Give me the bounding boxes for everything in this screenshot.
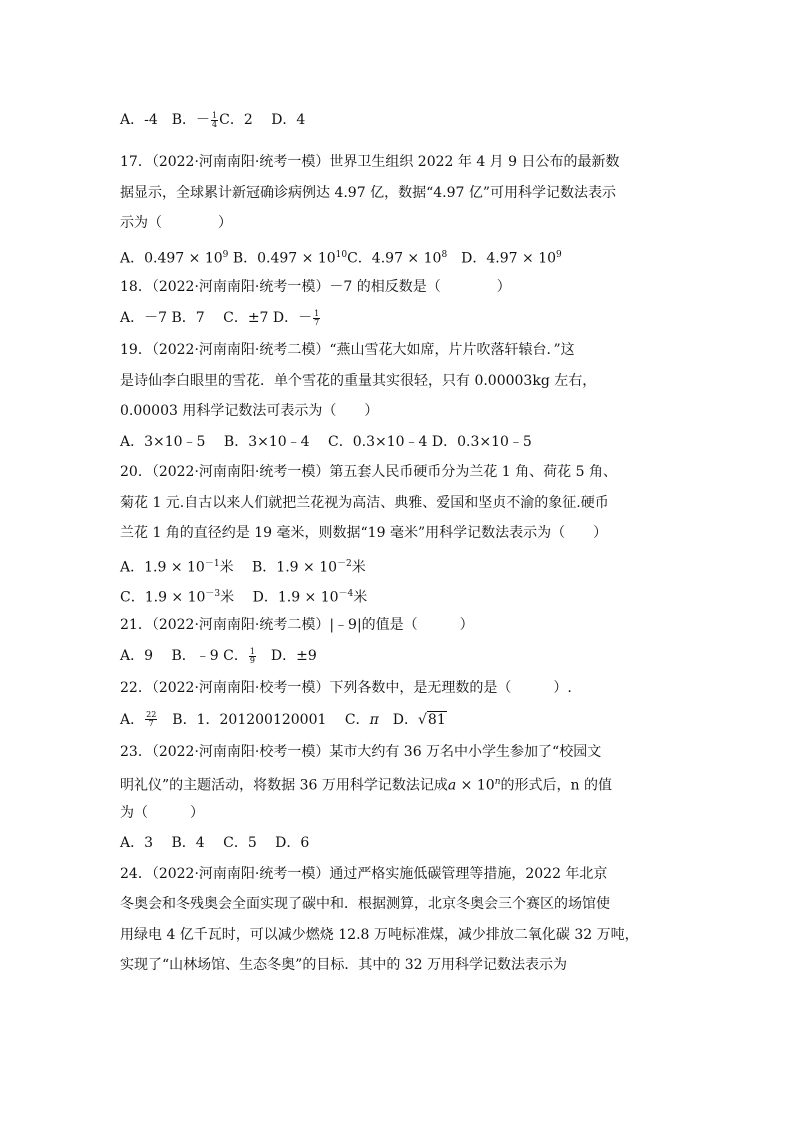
q20-line-3: 兰花 1 角的直径约是 19 毫米，则数据“19 毫米”用科学记数法表示为（ ） xyxy=(120,525,608,541)
q17-line-3: 示为（ ） xyxy=(120,215,232,231)
q24-line-2: 冬奥会和冬残奥会全面实现了碳中和．根据测算，北京冬奥会三个赛区的场馆使 xyxy=(120,896,610,912)
fraction: $\frac{1}{7}$ xyxy=(314,308,320,327)
q24-line-1: 24．（2022·河南南阳·统考一模）通过严格实施低碳管理等措施，2022 年北京 xyxy=(120,865,608,882)
q19-line-1: 19．（2022·河南南阳·统考二模）“燕山雪花大如席，片片吹落轩辕台．”这 xyxy=(120,342,575,358)
q21-line-1: 21．（2022·河南南阳·统考二模）|﹣9|的值是（ ） xyxy=(120,616,474,633)
q24-line-3: 用绿电 4 亿千瓦时，可以减少燃烧 12.8 万吨标准煤，减少排放二氧化碳 32 万吨， xyxy=(120,926,639,943)
q20-options-ab: A．$1.9 \times 10^{-1}$米 B．$1.9 \times 10^{-2}$米 xyxy=(120,558,366,576)
q23-line-3: 为（ ） xyxy=(120,804,204,821)
q20-line-1: 20．（2022·河南南阳·统考一模）第五套人民币硬币分为兰花 1 角、荷花 5 角、 xyxy=(120,464,617,480)
q17-line-1: 17．（2022·河南南阳·统考一模）世界卫生组织 2022 年 4 月 9 日公布的最新数 xyxy=(120,154,620,170)
q21-options: A．9 B．﹣9 C． $\frac{1}{9}$ D．±9 xyxy=(120,646,317,665)
q22-options: A． $\frac{22}{7}$ B．1．201200120001 C．π D．√81 xyxy=(120,704,680,737)
q18-options: A．－7 B．7 C．±7 D．－ $\frac{1}{7}$ xyxy=(120,308,320,327)
fraction: $\frac{1}{9}$ xyxy=(249,646,255,665)
q20-line-2: 菊花 1 元.自古以来人们就把兰花视为高洁、典雅、爱国和坚贞不渝的象征.硬币 xyxy=(120,494,609,511)
q20-options-cd: C．$1.9 \times 10^{-3}$米 D．$1.9 \times 10^{-4}$米 xyxy=(120,589,368,606)
q23-line-1: 23．（2022·河南南阳·校考一模）某市大约有 36 万名中小学生参加了“校园文 xyxy=(120,743,602,760)
q23-line-2: 明礼仪”的主题活动，将数据 36 万用科学记数法记成$a \times 10^n$的形式后，n 的值 xyxy=(120,777,612,794)
fraction: $\frac{22}{7}$ xyxy=(146,710,157,728)
q17-line-2: 据显示，全球累计新冠确诊病例达 4.97 亿，数据“4.97 亿”可用科学记数法表示 xyxy=(120,184,617,201)
q16-options: A．-4 B．－ $\frac{1}{4}$ C．2 D．4 xyxy=(120,110,306,129)
q19-options: A．3×10﹣5 B．3×10﹣4 C．0.3×10﹣4 D．0.3×10﹣5 xyxy=(120,433,532,450)
q23-options: A．3 B．4 C．5 D．6 xyxy=(120,835,310,851)
q17-options: A．$0.497 \times 10^9$ B．$0.497 \times 10^{10}C$．$4.97 \times 10^8$ D．$4.97 \times 10^9$ xyxy=(120,249,562,267)
document-page xyxy=(120,104,680,981)
fraction: $\frac{1}{4}$ xyxy=(212,110,218,129)
sqrt-symbol: √81 xyxy=(418,711,446,728)
q22-line-1: 22．（2022·河南南阳·校考一模）下列各数中，是无理数的是（ ）. xyxy=(120,680,572,696)
q24-line-4: 实现了“山林场馆、生态冬奥”的目标．其中的 32 万用科学记数法表示为 xyxy=(120,957,568,973)
q19-line-2: 是诗仙李白眼里的雪花．单个雪花的重量其实很轻，只有 0.00003kg 左右， xyxy=(120,372,597,389)
q18-line-1: 18．（2022·河南南阳·统考一模）－7 的相反数是（ ） xyxy=(120,278,511,295)
q19-line-3: 0.00003 用科学记数法可表示为（ ） xyxy=(120,403,379,419)
